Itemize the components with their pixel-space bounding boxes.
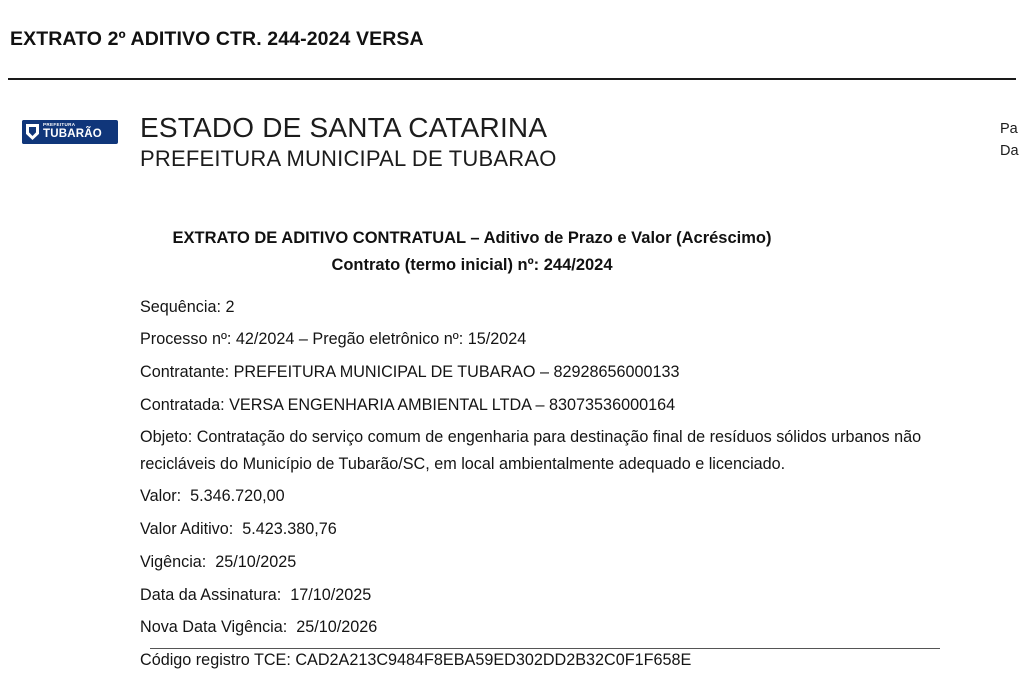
letterhead <box>0 104 1024 190</box>
field-contratada <box>140 392 964 418</box>
field-value: 5.346.720,00 <box>190 487 285 506</box>
organization-lines <box>140 112 557 173</box>
field-value: PREFEITURA MUNICIPAL DE TUBARAO – 82928656000133 <box>233 362 680 381</box>
footer-divider <box>150 648 940 649</box>
document-body <box>0 226 1024 680</box>
field-label: Processo nº: <box>140 330 236 349</box>
field-label: Contratante: <box>140 362 234 381</box>
field-value: VERSA ENGENHARIA AMBIENTAL LTDA – 83073536000164 <box>229 395 676 414</box>
field-label: Nova Data Vigência: <box>140 618 297 637</box>
field-valor <box>140 483 964 509</box>
field-value: 17/10/2025 <box>290 585 372 604</box>
header-divider <box>8 78 1016 80</box>
field-codigo-registro-tce <box>140 647 964 673</box>
field-value: Contratação do serviço comum de engenharia para destinação final de resíduos sólidos urbanos não recicláveis do Município de Tubarão/SC, em local ambientalmente adequado e licenciado. <box>140 428 926 473</box>
field-label: Contratada: <box>140 395 230 414</box>
field-value: 5.423.380,76 <box>242 520 337 539</box>
organization-municipality: PREFEITURA MUNICIPAL DE TUBARAO <box>140 146 557 172</box>
title-line-1: EXTRATO DE ADITIVO CONTRATUAL – Aditivo de Prazo e Valor (Acréscimo) <box>172 229 772 247</box>
field-value: CAD2A213C9484F8EBA59ED302DD2B32C0F1F658E <box>295 651 692 670</box>
crest-text <box>42 123 102 140</box>
field-label: Sequência: <box>140 297 226 316</box>
field-label: Vigência: <box>140 552 216 571</box>
field-objeto <box>140 424 958 476</box>
meta-date-line: Da <box>1000 143 1019 160</box>
field-data-assinatura <box>140 582 964 608</box>
letterhead-meta <box>1000 118 1024 162</box>
meta-page-line: Pa <box>1000 121 1018 137</box>
field-sequencia <box>140 294 964 320</box>
organization-state: ESTADO DE SANTA CATARINA <box>140 112 548 143</box>
tubarao-coat-of-arms-icon <box>22 120 118 144</box>
field-value: 25/10/2026 <box>296 618 378 637</box>
field-label: Objeto: <box>140 428 197 447</box>
crest-top-label: PREFEITURA <box>43 122 76 128</box>
field-label: Código registro TCE: <box>140 651 296 670</box>
field-nova-data-vigencia <box>140 614 964 640</box>
field-contratante <box>140 359 964 385</box>
field-label: Valor Aditivo: <box>140 520 243 539</box>
field-label: Valor: <box>140 487 191 506</box>
crest-city-label: TUBARÃO <box>43 128 102 141</box>
field-processo <box>140 326 964 352</box>
document-title <box>0 226 1024 278</box>
field-valor-aditivo <box>140 516 964 542</box>
field-label: Data da Assinatura: <box>140 585 291 604</box>
field-value: 25/10/2025 <box>215 552 297 571</box>
field-vigencia <box>140 549 964 575</box>
field-value: 2 <box>225 297 235 316</box>
shield-icon <box>22 120 42 144</box>
title-line-2: Contrato (termo inicial) nº: 244/2024 <box>331 255 613 274</box>
document-heading: EXTRATO 2º ADITIVO CTR. 244-2024 VERSA <box>10 28 424 50</box>
contract-fields <box>0 294 1024 674</box>
field-value: 42/2024 – Pregão eletrônico nº: 15/2024 <box>235 330 527 349</box>
